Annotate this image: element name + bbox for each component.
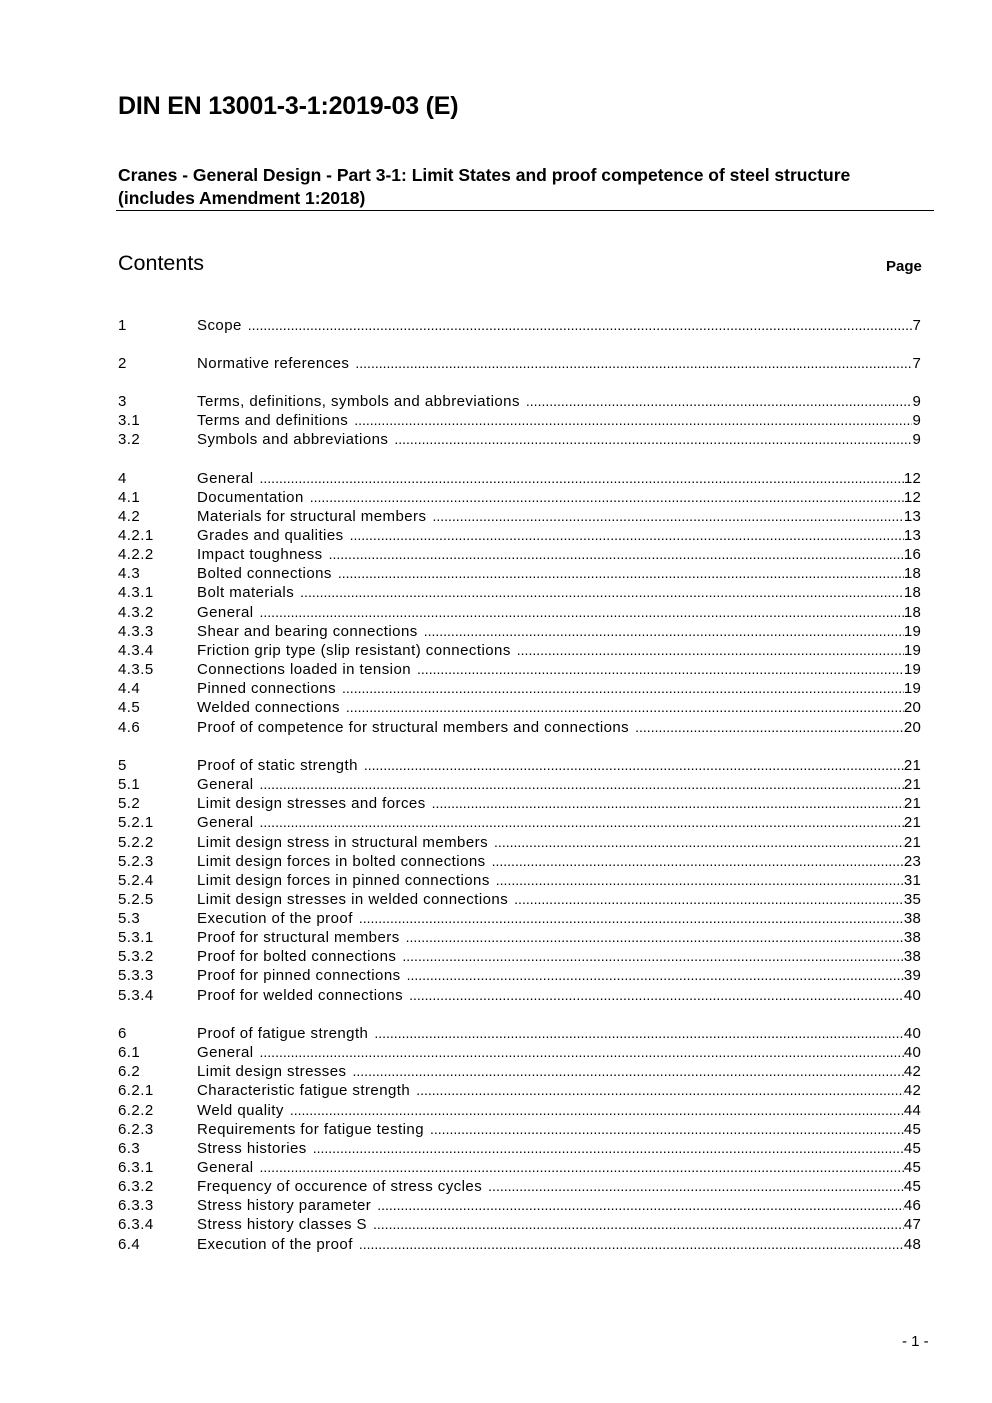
page-number: - 1 -	[902, 1333, 929, 1350]
toc-entry[interactable]	[118, 813, 921, 832]
toc-entry-title: Pinned connections	[197, 680, 337, 697]
toc-entry[interactable]	[118, 430, 921, 449]
toc-entry-title: Limit design stresses in welded connections	[197, 891, 509, 908]
toc-entry-title: Proof for structural members	[197, 929, 400, 946]
toc-entry[interactable]	[118, 564, 921, 583]
toc-entry[interactable]	[118, 1062, 921, 1081]
toc-entry[interactable]	[118, 603, 921, 622]
toc-entry-page: 39	[903, 967, 921, 984]
toc-entry-title: Execution of the proof	[197, 910, 353, 927]
toc-entry-title: Normative references	[197, 355, 350, 372]
toc-entry-title: Connections loaded in tension	[197, 661, 412, 678]
toc-entry-page: 18	[903, 584, 921, 601]
toc-entry-number: 4.3.3	[118, 623, 154, 640]
toc-entry-number: 6.2.1	[118, 1082, 154, 1099]
toc-entry[interactable]	[118, 718, 921, 737]
toc-entry-page: 13	[903, 527, 921, 544]
toc-entry-title: Limit design stresses and forces	[197, 795, 426, 812]
toc-entry[interactable]	[118, 928, 921, 947]
toc-entry[interactable]	[118, 660, 921, 679]
toc-dot-leader	[260, 775, 904, 794]
toc-entry-page: 21	[903, 776, 921, 793]
toc-entry-number: 5.2.4	[118, 872, 154, 889]
toc-entry[interactable]	[118, 794, 921, 813]
toc-entry-title: Bolted connections	[197, 565, 332, 582]
toc-entry-title: General	[197, 814, 254, 831]
toc-dot-leader	[424, 622, 904, 641]
toc-entry-title: Stress history parameter	[197, 1197, 372, 1214]
toc-entry-number: 4.1	[118, 489, 141, 506]
toc-entry-title: Scope	[197, 317, 242, 334]
toc-entry[interactable]	[118, 1139, 921, 1158]
toc-dot-leader	[373, 1215, 904, 1234]
toc-dot-leader	[488, 1177, 904, 1196]
toc-entry-number: 6.1	[118, 1044, 141, 1061]
toc-entry-title: Friction grip type (slip resistant) connections	[197, 642, 511, 659]
toc-entry-title: Symbols and abbreviations	[197, 431, 389, 448]
toc-entry-title: Characteristic fatigue strength	[197, 1082, 411, 1099]
toc-entry-page: 45	[903, 1178, 921, 1195]
toc-entry-page: 38	[903, 948, 921, 965]
toc-entry-number: 4.4	[118, 680, 141, 697]
toc-entry[interactable]	[118, 411, 921, 430]
toc-entry-title: Materials for structural members	[197, 508, 427, 525]
toc-entry-number: 5.2.5	[118, 891, 154, 908]
toc-dot-leader	[494, 833, 904, 852]
toc-entry[interactable]	[118, 583, 921, 602]
toc-entry-number: 1	[118, 317, 127, 334]
toc-entry-number: 3.1	[118, 412, 141, 429]
toc-entry-number: 6.3.1	[118, 1159, 154, 1176]
toc-entry-title: Frequency of occurence of stress cycles	[197, 1178, 483, 1195]
toc-entry-page: 40	[903, 1044, 921, 1061]
toc-dot-leader	[496, 871, 904, 890]
toc-entry[interactable]	[118, 1235, 921, 1254]
toc-entry-number: 6.4	[118, 1236, 141, 1253]
toc-entry-title: Proof of competence for structural members and connections	[197, 719, 630, 736]
toc-entry[interactable]	[118, 947, 921, 966]
toc-entry[interactable]	[118, 852, 921, 871]
toc-entry[interactable]	[118, 392, 921, 411]
toc-entry-title: Bolt materials	[197, 584, 295, 601]
toc-entry-page: 18	[903, 565, 921, 582]
toc-entry-number: 4.2.2	[118, 546, 154, 563]
toc-entry-number: 5.3.2	[118, 948, 154, 965]
toc-entry-page: 9	[912, 393, 921, 410]
toc-entry[interactable]	[118, 698, 921, 717]
toc-dot-leader	[377, 1196, 904, 1215]
toc-entry-page: 21	[903, 795, 921, 812]
toc-entry[interactable]	[118, 986, 921, 1005]
toc-dot-leader	[354, 411, 912, 430]
toc-dot-leader	[260, 813, 904, 832]
toc-entry-number: 2	[118, 355, 127, 372]
toc-dot-leader	[526, 392, 913, 411]
toc-entry[interactable]	[118, 1177, 921, 1196]
toc-entry-title: Limit design stresses	[197, 1063, 347, 1080]
toc-dot-leader	[342, 679, 904, 698]
toc-entry-title: Proof of static strength	[197, 757, 358, 774]
contents-heading: Contents	[118, 251, 205, 275]
toc-entry-number: 4.6	[118, 719, 141, 736]
toc-entry-number: 5.1	[118, 776, 141, 793]
toc-entry-title: General	[197, 470, 254, 487]
toc-entry-page: 42	[903, 1063, 921, 1080]
toc-entry-page: 20	[903, 719, 921, 736]
toc-dot-leader	[350, 526, 904, 545]
toc-entry-page: 46	[903, 1197, 921, 1214]
toc-entry-number: 4.3.4	[118, 642, 154, 659]
toc-entry-page: 19	[903, 680, 921, 697]
toc-entry-title: Weld quality	[197, 1102, 284, 1119]
toc-entry-number: 5.2	[118, 795, 141, 812]
toc-entry-page: 9	[912, 412, 921, 429]
document-subtitle: Cranes - General Design - Part 3-1: Limit States and proof competence of steel structure (includes Amendment 1:2018)	[118, 165, 851, 208]
toc-entry-title: Limit design stress in structural members	[197, 834, 489, 851]
toc-dot-leader	[432, 794, 904, 813]
toc-entry-number: 4.3.2	[118, 604, 154, 621]
toc-dot-leader	[310, 488, 904, 507]
toc-entry[interactable]	[118, 775, 921, 794]
toc-entry-page: 19	[903, 623, 921, 640]
toc-entry[interactable]	[118, 1081, 921, 1100]
toc-entry-number: 4.3	[118, 565, 141, 582]
toc-entry[interactable]	[118, 909, 921, 928]
toc-dot-leader	[406, 928, 904, 947]
toc-entry-number: 3.2	[118, 431, 141, 448]
toc-entry-number: 6.3.3	[118, 1197, 154, 1214]
toc-entry-title: Impact toughness	[197, 546, 323, 563]
page-column-heading: Page	[886, 258, 922, 275]
toc-entry[interactable]	[118, 756, 921, 775]
toc-entry-page: 40	[903, 987, 921, 1004]
toc-dot-leader	[364, 756, 904, 775]
toc-entry[interactable]	[118, 469, 921, 488]
toc-dot-leader	[346, 698, 904, 717]
toc-dot-leader	[517, 641, 904, 660]
toc-entry-number: 5.3	[118, 910, 141, 927]
toc-dot-leader	[394, 430, 912, 449]
toc-dot-leader	[290, 1101, 904, 1120]
toc-entry-page: 19	[903, 642, 921, 659]
toc-entry[interactable]	[118, 890, 921, 909]
toc-entry[interactable]	[118, 488, 921, 507]
toc-entry[interactable]	[118, 507, 921, 526]
toc-entry-page: 45	[903, 1140, 921, 1157]
toc-entry-page: 16	[903, 546, 921, 563]
toc-entry-page: 21	[903, 757, 921, 774]
toc-entry-page: 31	[903, 872, 921, 889]
toc-dot-leader	[260, 1158, 904, 1177]
toc-entry-number: 6.3.4	[118, 1216, 154, 1233]
toc-entry-page: 21	[903, 834, 921, 851]
toc-entry[interactable]	[118, 526, 921, 545]
toc-entry-page: 40	[903, 1025, 921, 1042]
toc-dot-leader	[417, 660, 904, 679]
toc-entry[interactable]	[118, 1043, 921, 1062]
toc-entry[interactable]	[118, 354, 921, 373]
toc-dot-leader	[635, 718, 904, 737]
toc-entry-page: 42	[903, 1082, 921, 1099]
toc-entry-number: 4.5	[118, 699, 141, 716]
toc-entry-page: 20	[903, 699, 921, 716]
toc-entry-number: 5	[118, 757, 127, 774]
toc-dot-leader	[374, 1024, 904, 1043]
toc-dot-leader	[430, 1120, 904, 1139]
toc-entry[interactable]	[118, 833, 921, 852]
toc-dot-leader	[359, 1235, 904, 1254]
toc-entry-number: 5.3.4	[118, 987, 154, 1004]
toc-entry-number: 6.3	[118, 1140, 141, 1157]
toc-entry-number: 6	[118, 1025, 127, 1042]
toc-entry[interactable]	[118, 966, 921, 985]
toc-entry-title: Proof for pinned connections	[197, 967, 401, 984]
toc-dot-leader	[432, 507, 903, 526]
toc-entry-page: 12	[903, 489, 921, 506]
toc-entry-number: 5.2.1	[118, 814, 154, 831]
toc-dot-leader	[353, 1062, 904, 1081]
toc-entry-title: Proof of fatigue strength	[197, 1025, 369, 1042]
toc-entry[interactable]	[118, 1024, 921, 1043]
toc-entry[interactable]	[118, 1101, 921, 1120]
toc-entry[interactable]	[118, 1215, 921, 1234]
toc-entry-number: 5.3.3	[118, 967, 154, 984]
toc-entry-title: General	[197, 776, 254, 793]
toc-dot-leader	[260, 469, 904, 488]
toc-entry-title: Welded connections	[197, 699, 340, 716]
toc-entry-title: Grades and qualities	[197, 527, 344, 544]
toc-entry-number: 5.2.2	[118, 834, 154, 851]
toc-entry-page: 21	[903, 814, 921, 831]
toc-entry-page: 48	[903, 1236, 921, 1253]
toc-entry-number: 5.3.1	[118, 929, 154, 946]
toc-entry-title: Terms and definitions	[197, 412, 349, 429]
toc-entry[interactable]	[118, 1158, 921, 1177]
toc-dot-leader	[300, 583, 904, 602]
document-title: DIN EN 13001-3-1:2019-03 (E)	[118, 92, 459, 120]
toc-entry-number: 6.2	[118, 1063, 141, 1080]
toc-entry-title: Shear and bearing connections	[197, 623, 418, 640]
toc-entry-title: Execution of the proof	[197, 1236, 353, 1253]
toc-entry-title: Requirements for fatigue testing	[197, 1121, 425, 1138]
toc-entry[interactable]	[118, 679, 921, 698]
toc-dot-leader	[402, 947, 904, 966]
toc-entry-page: 45	[903, 1159, 921, 1176]
toc-dot-leader	[514, 890, 904, 909]
toc-entry-number: 4.2.1	[118, 527, 154, 544]
toc-entry-title: Proof for bolted connections	[197, 948, 397, 965]
toc-dot-leader	[409, 986, 904, 1005]
toc-dot-leader	[260, 1043, 904, 1062]
toc-entry[interactable]	[118, 316, 921, 335]
toc-entry-title: Proof for welded connections	[197, 987, 404, 1004]
toc-dot-leader	[313, 1139, 904, 1158]
toc-entry-page: 18	[903, 604, 921, 621]
toc-entry-page: 35	[903, 891, 921, 908]
toc-entry-title: General	[197, 1044, 254, 1061]
toc-dot-leader	[338, 564, 904, 583]
toc-entry[interactable]	[118, 1120, 921, 1139]
toc-entry[interactable]	[118, 1196, 921, 1215]
toc-dot-leader	[359, 909, 904, 928]
toc-entry-number: 4.3.5	[118, 661, 154, 678]
toc-entry-page: 7	[912, 355, 921, 372]
toc-entry-title: Stress histories	[197, 1140, 307, 1157]
toc-entry-title: General	[197, 1159, 254, 1176]
toc-dot-leader	[329, 545, 904, 564]
toc-entry[interactable]	[118, 641, 921, 660]
title-divider	[116, 210, 934, 211]
toc-entry-page: 12	[903, 470, 921, 487]
toc-entry-page: 13	[903, 508, 921, 525]
toc-entry[interactable]	[118, 871, 921, 890]
toc-entry-title: Stress history classes S	[197, 1216, 368, 1233]
toc-dot-leader	[407, 966, 904, 985]
toc-entry-page: 47	[903, 1216, 921, 1233]
toc-entry-number: 4.3.1	[118, 584, 154, 601]
toc-entry-title: Limit design forces in bolted connections	[197, 853, 486, 870]
toc-dot-leader	[416, 1081, 904, 1100]
toc-dot-leader	[260, 603, 904, 622]
toc-entry-title: Terms, definitions, symbols and abbreviations	[197, 393, 520, 410]
toc-entry-number: 6.3.2	[118, 1178, 154, 1195]
toc-entry-page: 7	[912, 317, 921, 334]
toc-entry-number: 4	[118, 470, 127, 487]
toc-entry[interactable]	[118, 622, 921, 641]
toc-entry-page: 19	[903, 661, 921, 678]
toc-entry-number: 4.2	[118, 508, 141, 525]
toc-entry-title: General	[197, 604, 254, 621]
toc-entry-number: 3	[118, 393, 127, 410]
toc-entry-page: 38	[903, 910, 921, 927]
toc-entry-title: Documentation	[197, 489, 304, 506]
toc-entry[interactable]	[118, 545, 921, 564]
toc-entry-page: 45	[903, 1121, 921, 1138]
toc-dot-leader	[248, 316, 913, 335]
toc-entry-page: 23	[903, 853, 921, 870]
toc-entry-title: Limit design forces in pinned connections	[197, 872, 490, 889]
toc-entry-number: 6.2.2	[118, 1102, 154, 1119]
toc-entry-number: 6.2.3	[118, 1121, 154, 1138]
toc-dot-leader	[355, 354, 912, 373]
toc-entry-page: 9	[912, 431, 921, 448]
toc-dot-leader	[492, 852, 904, 871]
toc-entry-number: 5.2.3	[118, 853, 154, 870]
toc-entry-page: 38	[903, 929, 921, 946]
toc-entry-page: 44	[903, 1102, 921, 1119]
